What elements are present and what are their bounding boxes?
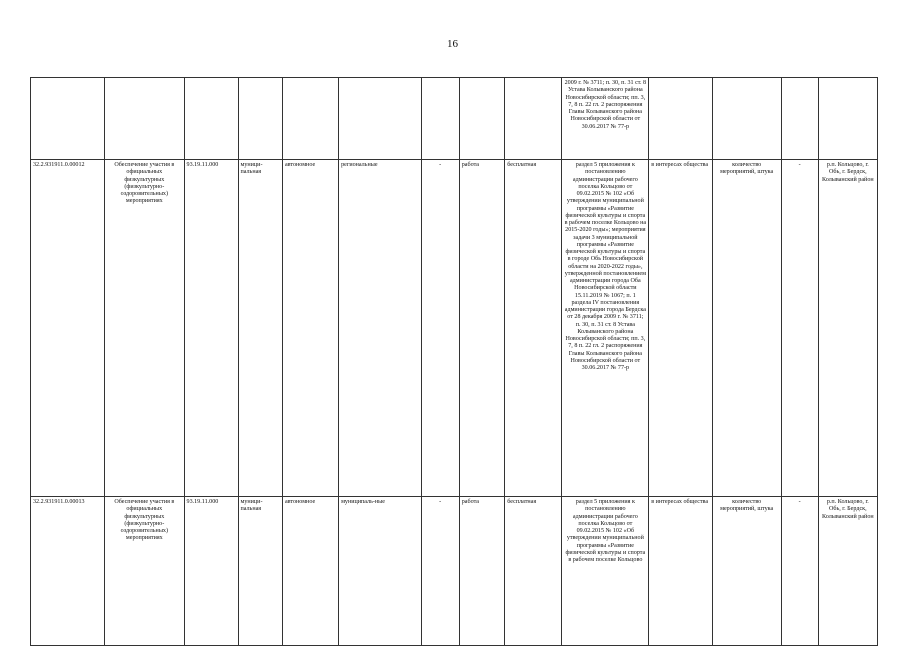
cell-legal-basis [562, 497, 649, 646]
level-text: муниципаль-ные [341, 499, 385, 505]
cell-extra [421, 497, 459, 646]
payment-text: бесплатная [507, 162, 537, 168]
code-text: 32.2.931911.0.00013 [33, 499, 85, 505]
legal-basis-text: раздел 5 приложения к постановлению администрации рабочего поселка Кольцово от 09.02.2015 № 102 «Об утверждении муниципальной программы «Развитие физической культуры и спорта в рабочем поселке Кольцово на 2015-2020 годы»; мероприятия задачи 3 муниципальной программы «Развитие физической культуры и спорта в городе Обь Новосибирской области на 2020-2022 годы», утвержденной постановлением администрации города Оба Новосибирской области 15.11.2019 № 1067; п. 1 раздела IV постановления администрации города Бердска от 28 декабря 2009 г. № 3711; п. 30, п. 31 ст. 8 Устава Колыванского района Новосибирской области; пп. 3, 7, 8 п. 22 гл. 2 распоряжения Главы Колыванского района Новосибирской области от 30.06.2017 № 77-р [564, 162, 647, 371]
interests-text: в интересах общества [651, 499, 709, 505]
cell-empty [421, 78, 459, 160]
dash-text: - [798, 499, 801, 505]
type-text: муници-пальная [240, 162, 263, 176]
services-table [30, 77, 878, 646]
cell-empty [712, 78, 781, 160]
cell-dash [781, 497, 818, 646]
cell-indicator [712, 497, 781, 646]
cell-empty [339, 78, 422, 160]
interests-text: в интересах общества [651, 162, 709, 168]
legal-basis-text: раздел 5 приложения к постановлению администрации рабочего поселка Кольцово от 09.02.2015 № 102 «Об утверждении муниципальной программы «Развитие физической культуры и спорта в рабочем поселке Кольцово [565, 499, 646, 563]
cell-type [238, 160, 282, 497]
cell-okved [184, 160, 238, 497]
cell-type [238, 497, 282, 646]
type-text: муници-пальная [240, 499, 263, 513]
code-text: 32.2.931911.0.00012 [33, 162, 85, 168]
legal-basis-text: 2009 г. № 3711; п. 30, п. 31 ст. 8 Устава Колыванского района Новосибирской области; пп. 3, 7, 8 п. 22 гл. 2 распоряжения Главы Колыванского района Новосибирской области от 30.06.2017 № 77-р [564, 80, 647, 130]
cell-kind [459, 160, 505, 497]
cell-extra [421, 160, 459, 497]
cell-empty [649, 78, 713, 160]
extra-text: - [439, 162, 442, 168]
level-text: региональные [341, 162, 378, 168]
cell-territory [818, 160, 877, 497]
cell-empty [505, 78, 562, 160]
cell-payment [505, 497, 562, 646]
cell-interests [649, 497, 713, 646]
extra-text: - [439, 499, 442, 505]
payment-text: бесплатная [507, 499, 537, 505]
territory-text: р.п. Кольцово, г. Обь, г. Бердск, Колыванский район [821, 499, 874, 520]
cell-empty [818, 78, 877, 160]
cell-territory [818, 497, 877, 646]
kind-text: работа [461, 162, 480, 168]
table-row-continuation [31, 78, 878, 160]
territory-text: р.п. Кольцово, г. Обь, г. Бердск, Колыванский район [821, 162, 874, 183]
cell-empty [184, 78, 238, 160]
cell-kind [459, 497, 505, 646]
table-row [31, 160, 878, 497]
cell-empty [31, 78, 105, 160]
okved-text: 93.19.11.000 [186, 162, 219, 168]
cell-legal-basis [562, 78, 649, 160]
cell-institution [282, 497, 338, 646]
cell-empty [105, 78, 184, 160]
cell-name [105, 160, 184, 497]
cell-okved [184, 497, 238, 646]
cell-payment [505, 160, 562, 497]
cell-empty [459, 78, 505, 160]
cell-code [31, 497, 105, 646]
cell-dash [781, 160, 818, 497]
cell-name [105, 497, 184, 646]
cell-interests [649, 160, 713, 497]
okved-text: 93.19.11.000 [186, 499, 219, 505]
cell-indicator [712, 160, 781, 497]
cell-empty [282, 78, 338, 160]
cell-level [339, 497, 422, 646]
institution-text: автономное [284, 499, 316, 505]
cell-legal-basis [562, 160, 649, 497]
name-text: Обеспечение участия в официальных физкультурных (физкультурно-оздоровительных) мероприятиях [114, 499, 175, 542]
cell-institution [282, 160, 338, 497]
kind-text: работа [461, 499, 480, 505]
cell-level [339, 160, 422, 497]
indicator-text: количество мероприятий, штука [720, 499, 774, 513]
cell-empty [781, 78, 818, 160]
institution-text: автономное [284, 162, 316, 168]
name-text: Обеспечение участия в официальных физкультурных (физкультурно-оздоровительных) мероприятиях [114, 162, 175, 205]
cell-empty [238, 78, 282, 160]
table-row [31, 497, 878, 646]
dash-text: - [798, 162, 801, 168]
indicator-text: количество мероприятий, штука [720, 162, 774, 176]
cell-code [31, 160, 105, 497]
page-number: 16 [447, 38, 458, 50]
